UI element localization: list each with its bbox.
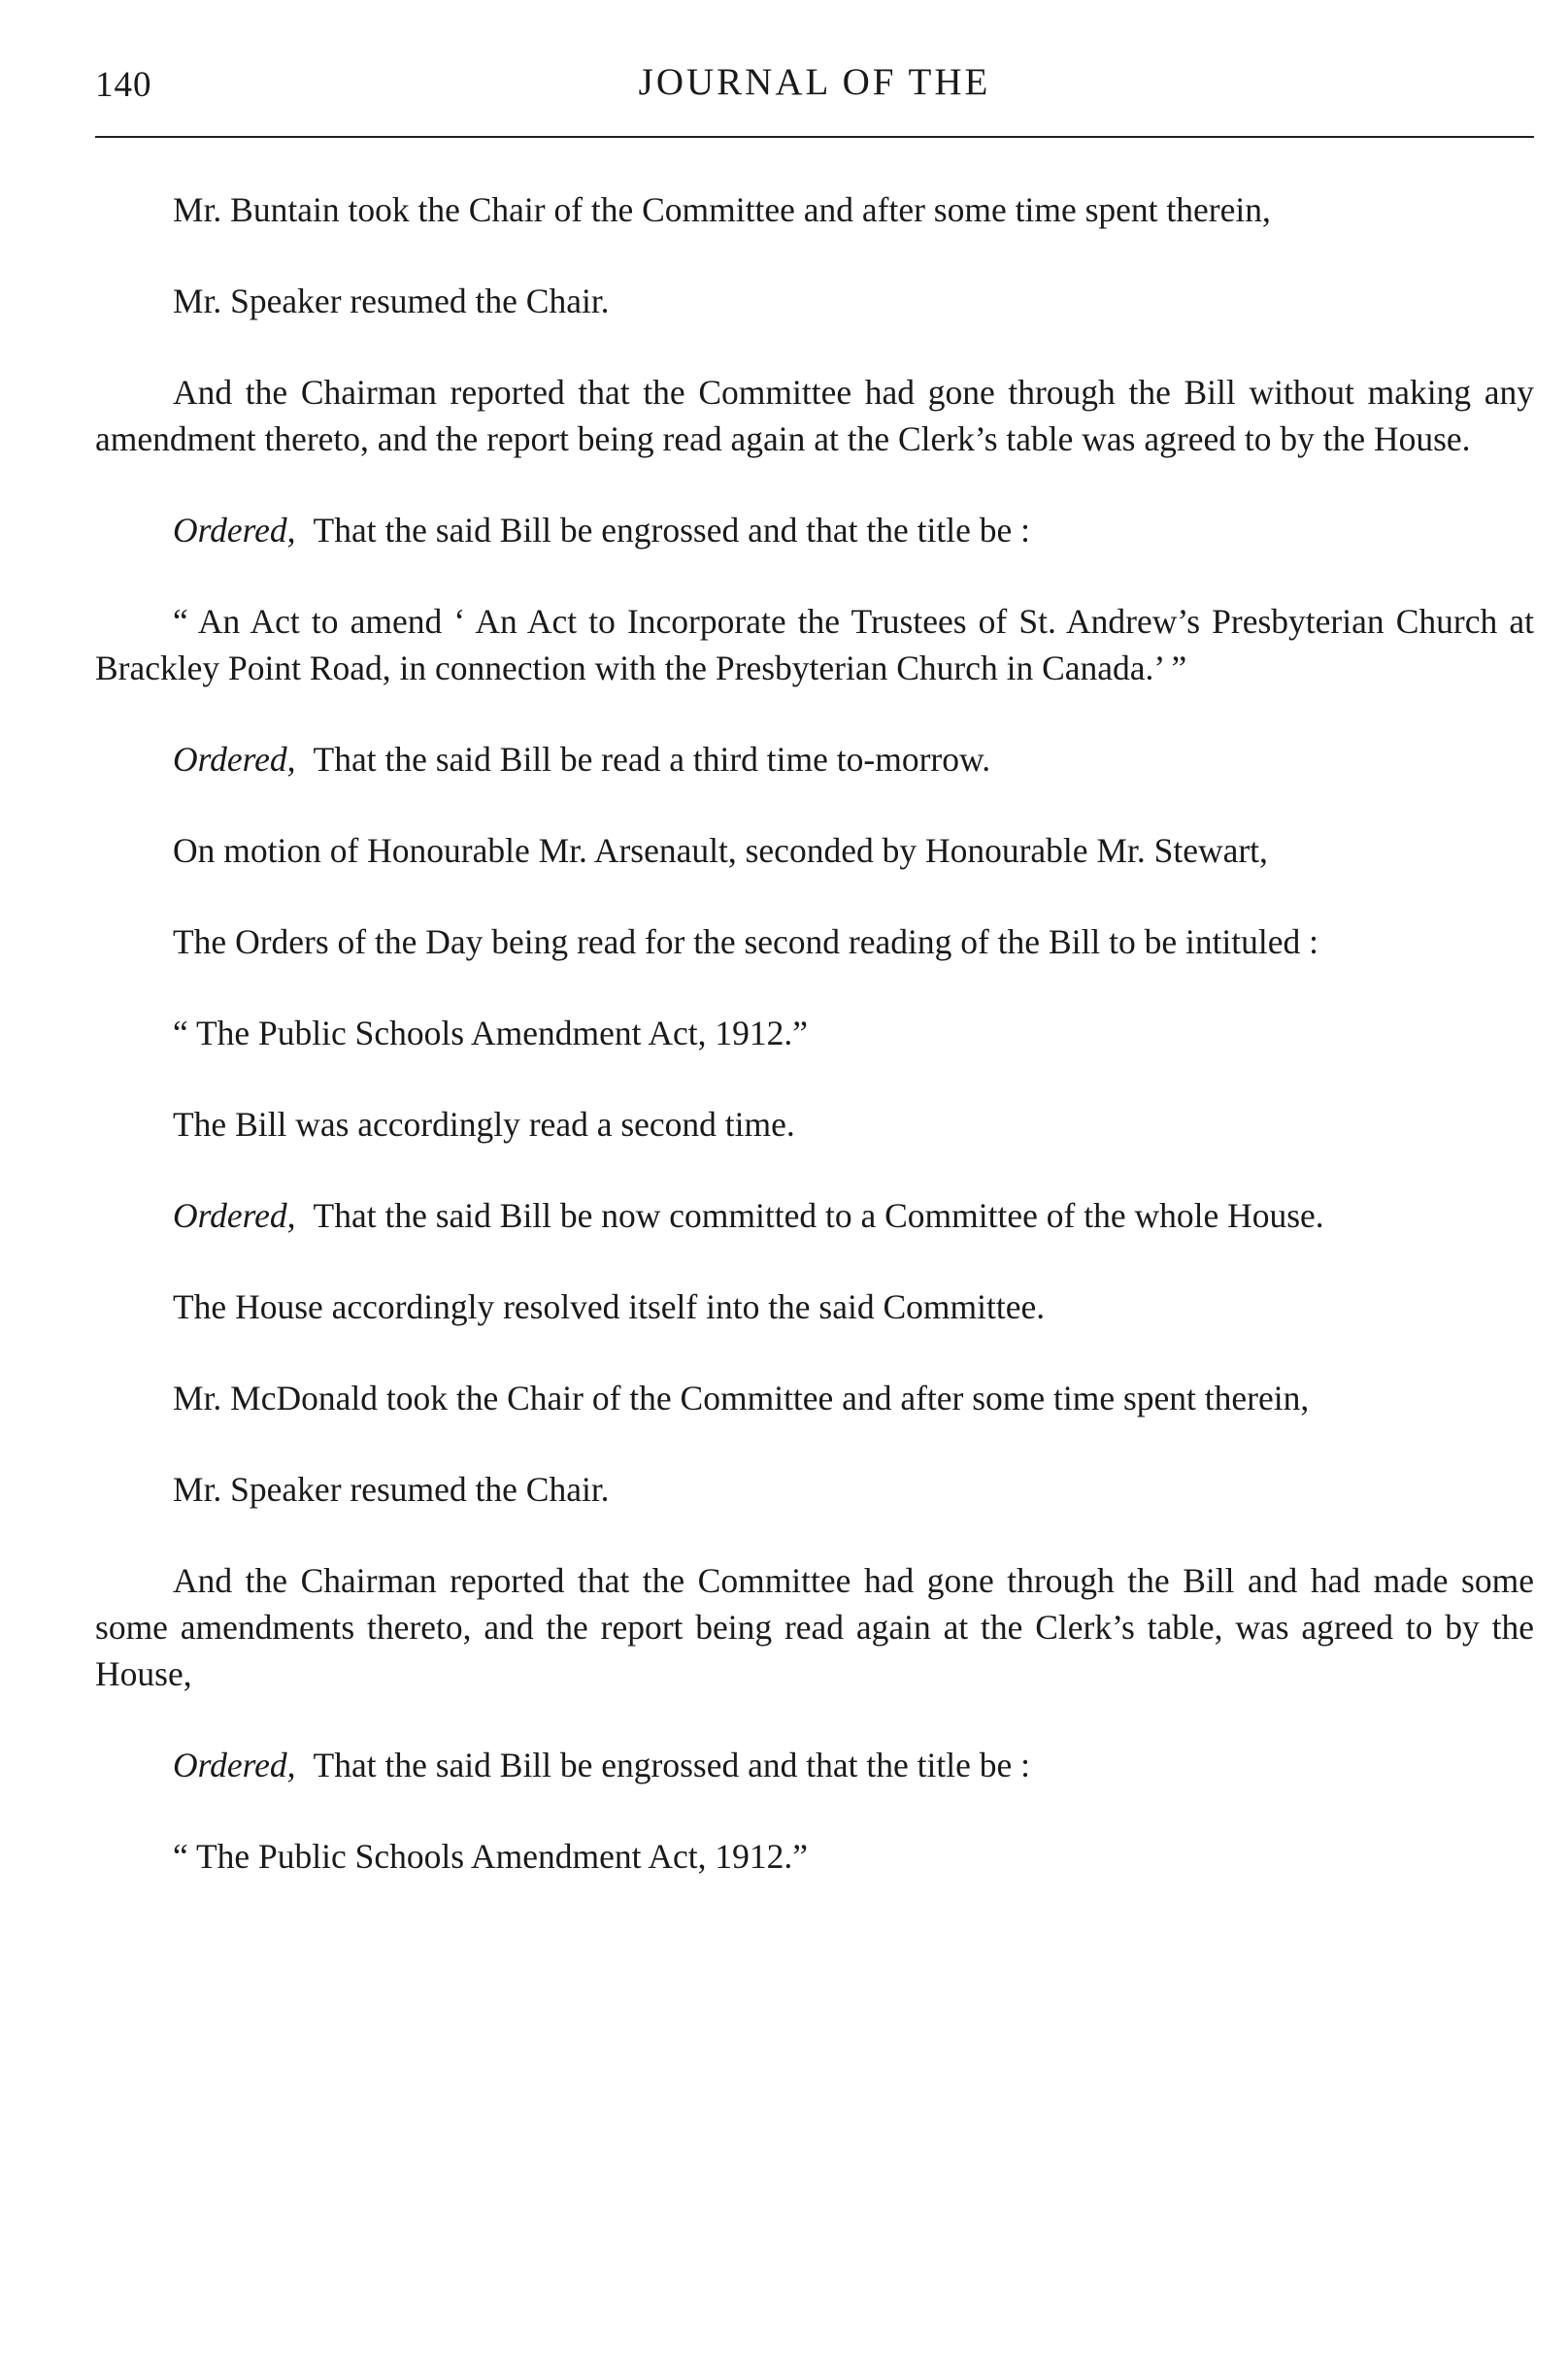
paragraph-text: That the said Bill be engrossed and that the title be :: [313, 1746, 1030, 1784]
paragraph: [95, 1557, 1534, 1697]
paragraph: [95, 918, 1534, 965]
ordered-lead: Ordered,: [173, 740, 296, 779]
journal-body: [95, 186, 1534, 1924]
page-header: [95, 0, 1534, 136]
page-number: 140: [95, 65, 152, 105]
paragraph: [95, 1283, 1534, 1330]
paragraph-text: The Orders of the Day being read for the second reading of the Bill to be intituled :: [173, 922, 1319, 961]
paragraph-text: “ The Public Schools Amendment Act, 1912.”: [173, 1014, 809, 1052]
paragraph: [95, 1101, 1534, 1148]
ordered-lead: Ordered,: [173, 1196, 296, 1235]
paragraph-text: That the said Bill be now committed to a Committee of the whole House.: [313, 1196, 1324, 1235]
paragraph: [95, 736, 1534, 783]
paragraph: [95, 598, 1534, 691]
paragraph-text: Mr. Speaker resumed the Chair.: [173, 1470, 610, 1509]
ordered-lead: Ordered,: [173, 511, 296, 550]
running-head: JOURNAL OF THE: [638, 61, 991, 103]
paragraph-text: Mr. Speaker resumed the Chair.: [173, 282, 610, 320]
journal-page: [95, 0, 1534, 2366]
paragraph-text: That the said Bill be read a third time to-morrow.: [313, 740, 991, 779]
paragraph-text: On motion of Honourable Mr. Arsenault, seconded by Honourable Mr. Stewart,: [173, 831, 1268, 870]
paragraph-text: The Bill was accordingly read a second time.: [173, 1105, 795, 1144]
paragraph-text: Mr. Buntain took the Chair of the Committee and after some time spent therein,: [173, 190, 1271, 229]
paragraph: [95, 1192, 1534, 1239]
paragraph-text: “ The Public Schools Amendment Act, 1912.”: [173, 1837, 809, 1876]
paragraph: [95, 1742, 1534, 1788]
paragraph: [95, 278, 1534, 324]
paragraph: [95, 186, 1534, 233]
paragraph-text: That the said Bill be engrossed and that the title be :: [313, 511, 1030, 550]
paragraph: [95, 1833, 1534, 1880]
paragraph-text: And the Chairman reported that the Committee had gone through the Bill without making any amendment thereto, and the report being read again at the Clerk’s table was agreed to by the House.: [95, 373, 1534, 458]
paragraph: [95, 1375, 1534, 1421]
paragraph-text: And the Chairman reported that the Committee had gone through the Bill and had made some some amendments thereto, and the report being read again at the Clerk’s table, was agreed to by the House,: [95, 1561, 1534, 1693]
ordered-lead: Ordered,: [173, 1746, 296, 1784]
paragraph: [95, 369, 1534, 462]
paragraph: [95, 507, 1534, 553]
paragraph: [95, 827, 1534, 874]
paragraph-text: Mr. McDonald took the Chair of the Committee and after some time spent therein,: [173, 1379, 1310, 1417]
paragraph-text: The House accordingly resolved itself into the said Committee.: [173, 1287, 1046, 1326]
paragraph: [95, 1466, 1534, 1513]
paragraph-text: “ An Act to amend ‘ An Act to Incorporate the Trustees of St. Andrew’s Presbyterian Church at Brackley Point Road, in connection with the Presbyterian Church in Canada.’ ”: [95, 602, 1534, 687]
header-rule: [95, 136, 1534, 138]
paragraph: [95, 1010, 1534, 1056]
